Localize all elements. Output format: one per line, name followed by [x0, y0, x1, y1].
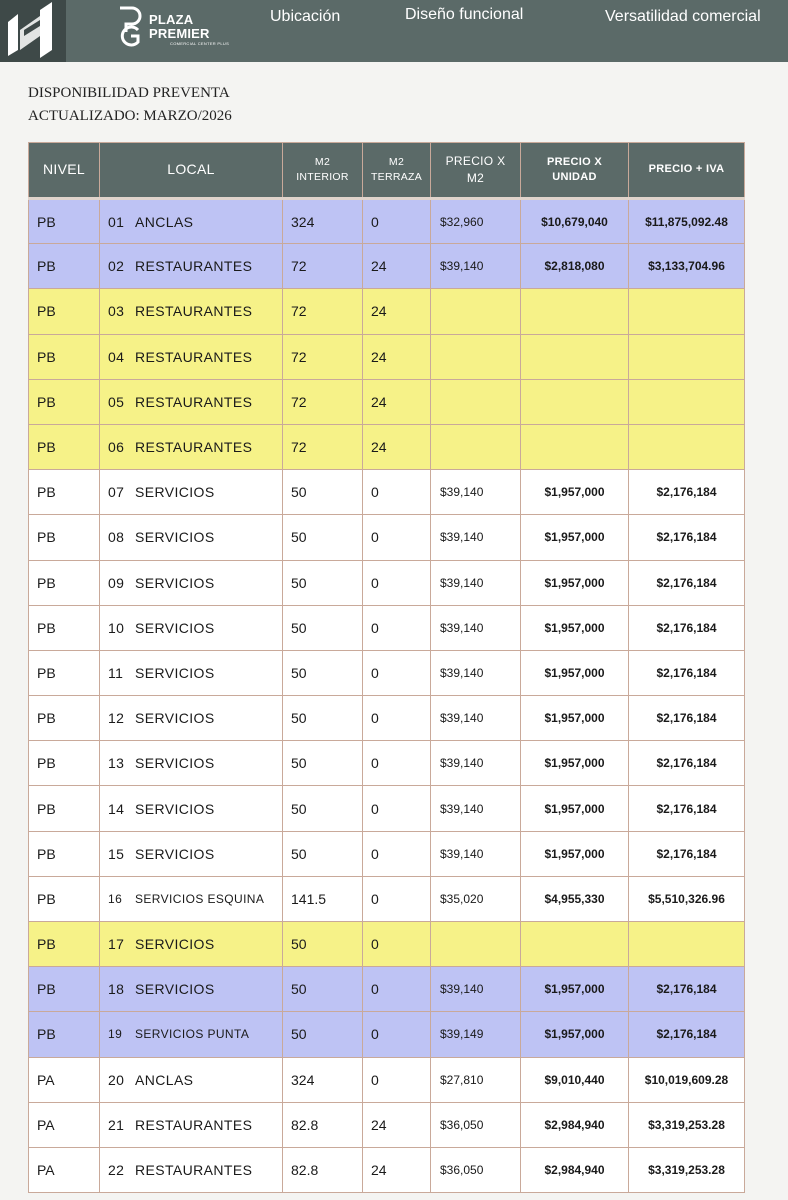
cell-precio-iva: $2,176,184: [629, 741, 745, 786]
nav-diseno-funcional[interactable]: Diseño funcional: [405, 6, 524, 23]
cell-precio-unidad: [521, 334, 629, 379]
table-row[interactable]: [29, 1012, 745, 1057]
table-row[interactable]: [29, 876, 745, 921]
cell-precio-iva: $2,176,184: [629, 1012, 745, 1057]
cell-precio-unidad: $1,957,000: [521, 605, 629, 650]
cell-precio-iva: $3,319,253.28: [629, 1102, 745, 1147]
cell-local: [100, 967, 283, 1012]
cell-precio-m2: $39,140: [431, 831, 521, 876]
cell-m2-interior: 82.8: [283, 1102, 363, 1147]
cell-m2-terraza: 0: [363, 696, 431, 741]
cell-local: [100, 605, 283, 650]
cell-local-name: SERVICIOS: [135, 574, 215, 591]
cell-m2-terraza: 0: [363, 515, 431, 560]
cell-local: [100, 515, 283, 560]
cell-m2-interior: 50: [283, 605, 363, 650]
cell-local-name: SERVICIOS ESQUINA: [135, 891, 265, 906]
cell-precio-m2: $27,810: [431, 1057, 521, 1102]
cell-local-name: RESTAURANTES: [135, 393, 253, 410]
cell-local: [100, 244, 283, 289]
cell-precio-unidad: $1,957,000: [521, 831, 629, 876]
cell-local-name: RESTAURANTES: [135, 258, 253, 275]
cell-local-name: SERVICIOS: [135, 619, 215, 636]
table-row[interactable]: [29, 650, 745, 695]
cell-precio-m2: [431, 289, 521, 334]
cell-precio-iva: $2,176,184: [629, 696, 745, 741]
cell-precio-m2: $39,140: [431, 967, 521, 1012]
cell-precio-iva: $2,176,184: [629, 967, 745, 1012]
cell-m2-terraza: 24: [363, 334, 431, 379]
cell-local-name: RESTAURANTES: [135, 303, 253, 320]
cell-precio-m2: $39,140: [431, 786, 521, 831]
cell-local-number: 11: [108, 664, 124, 681]
cell-m2-interior: 82.8: [283, 1147, 363, 1192]
col-m2-terraza-l2: TERRAZA: [370, 171, 423, 183]
cell-local-name: SERVICIOS: [135, 845, 215, 862]
cell-precio-iva: $5,510,326.96: [629, 876, 745, 921]
cell-precio-iva: $2,176,184: [629, 786, 745, 831]
cell-local: [100, 922, 283, 967]
cell-m2-interior: 50: [283, 470, 363, 515]
cell-precio-m2: $39,140: [431, 650, 521, 695]
cell-precio-iva: [629, 334, 745, 379]
cell-m2-terraza: 0: [363, 786, 431, 831]
cell-nivel: PA: [29, 1102, 100, 1147]
cell-precio-unidad: [521, 379, 629, 424]
cell-m2-terraza: 0: [363, 1057, 431, 1102]
table-row[interactable]: [29, 244, 745, 289]
cell-precio-m2: $36,050: [431, 1147, 521, 1192]
cell-precio-m2: $39,140: [431, 560, 521, 605]
cell-local: [100, 1147, 283, 1192]
cell-precio-unidad: $1,957,000: [521, 1012, 629, 1057]
cell-precio-m2: $39,140: [431, 741, 521, 786]
table-row[interactable]: [29, 1102, 745, 1147]
table-row[interactable]: [29, 199, 745, 244]
cell-local-number: 01: [108, 213, 125, 230]
cell-local-name: RESTAURANTES: [135, 439, 253, 456]
cell-local: [100, 696, 283, 741]
cell-m2-terraza: 24: [363, 289, 431, 334]
cell-local-name: SERVICIOS: [135, 664, 215, 681]
cell-local-number: 08: [108, 529, 125, 546]
cell-m2-terraza: 0: [363, 922, 431, 967]
table-row[interactable]: [29, 786, 745, 831]
table-row[interactable]: [29, 741, 745, 786]
cell-m2-terraza: 0: [363, 741, 431, 786]
cell-precio-iva: $10,019,609.28: [629, 1057, 745, 1102]
cell-precio-m2: $39,149: [431, 1012, 521, 1057]
cell-m2-terraza: 0: [363, 831, 431, 876]
cell-local-number: 15: [108, 845, 125, 862]
cell-local-number: 19: [108, 1027, 123, 1042]
cell-local: [100, 1012, 283, 1057]
cell-precio-iva: [629, 379, 745, 424]
cell-m2-interior: 72: [283, 379, 363, 424]
cell-precio-iva: $2,176,184: [629, 470, 745, 515]
table-row[interactable]: [29, 515, 745, 560]
cell-precio-unidad: $1,957,000: [521, 741, 629, 786]
col-precio-iva: PRECIO + IVA: [629, 143, 745, 199]
cell-m2-terraza: 0: [363, 470, 431, 515]
cell-m2-interior: 72: [283, 244, 363, 289]
cell-m2-interior: 50: [283, 922, 363, 967]
cell-nivel: PB: [29, 424, 100, 469]
cell-nivel: PB: [29, 831, 100, 876]
cell-precio-unidad: $2,818,080: [521, 244, 629, 289]
cell-precio-unidad: $2,984,940: [521, 1147, 629, 1192]
col-m2-terraza: [363, 143, 431, 199]
cell-m2-interior: 50: [283, 967, 363, 1012]
cell-precio-unidad: [521, 424, 629, 469]
cell-local-name: SERVICIOS: [135, 755, 215, 772]
cell-m2-interior: 50: [283, 741, 363, 786]
cell-local-number: 05: [108, 393, 125, 410]
cell-local-number: 16: [108, 891, 123, 906]
col-precio-unidad-l2: UNIDAD: [552, 171, 597, 183]
col-m2-interior-l2: INTERIOR: [296, 171, 349, 183]
cell-local: [100, 334, 283, 379]
cell-local-number: 09: [108, 574, 125, 591]
col-precio-unidad-l1: PRECIO X: [547, 155, 602, 168]
cell-local: [100, 199, 283, 244]
cell-precio-m2: $39,140: [431, 696, 521, 741]
cell-local-number: 10: [108, 619, 125, 636]
cell-precio-iva: [629, 289, 745, 334]
cell-local: [100, 831, 283, 876]
cell-precio-m2: $39,140: [431, 470, 521, 515]
cell-nivel: PB: [29, 967, 100, 1012]
cell-local-name: SERVICIOS: [135, 710, 215, 727]
cell-local-number: 03: [108, 303, 125, 320]
cell-precio-iva: $2,176,184: [629, 650, 745, 695]
cell-precio-iva: $3,133,704.96: [629, 244, 745, 289]
cell-local-name: RESTAURANTES: [135, 1116, 253, 1133]
cell-nivel: PB: [29, 741, 100, 786]
cell-precio-unidad: [521, 289, 629, 334]
cell-nivel: PB: [29, 876, 100, 921]
table-row[interactable]: [29, 831, 745, 876]
cell-local-name: SERVICIOS PUNTA: [135, 1027, 250, 1042]
cell-m2-terraza: 24: [363, 424, 431, 469]
updated-date: ACTUALIZADO: MARZO/2026: [28, 108, 232, 124]
cell-m2-interior: 324: [283, 199, 363, 244]
cell-m2-interior: 72: [283, 289, 363, 334]
cell-local-number: 18: [108, 981, 125, 998]
cell-local-number: 21: [108, 1116, 125, 1133]
cell-nivel: PB: [29, 922, 100, 967]
cell-local-number: 20: [108, 1071, 125, 1088]
cell-precio-unidad: $10,679,040: [521, 199, 629, 244]
brand-logo[interactable]: [112, 4, 232, 48]
cell-nivel: PB: [29, 199, 100, 244]
cell-precio-unidad: $1,957,000: [521, 650, 629, 695]
cell-precio-iva: [629, 424, 745, 469]
cell-m2-interior: 50: [283, 515, 363, 560]
cell-precio-unidad: $1,957,000: [521, 470, 629, 515]
cell-m2-interior: 324: [283, 1057, 363, 1102]
cell-nivel: PB: [29, 244, 100, 289]
table-row[interactable]: [29, 605, 745, 650]
cell-nivel: PB: [29, 334, 100, 379]
cell-precio-iva: $2,176,184: [629, 605, 745, 650]
table-row[interactable]: [29, 334, 745, 379]
cell-local: [100, 786, 283, 831]
cell-local-name: SERVICIOS: [135, 936, 215, 953]
availability-table: [28, 142, 745, 1193]
brand-mark-icon: [112, 4, 146, 50]
col-precio-unidad: [521, 143, 629, 199]
cell-local-name: RESTAURANTES: [135, 348, 253, 365]
cell-nivel: PB: [29, 379, 100, 424]
cell-precio-iva: $11,875,092.48: [629, 199, 745, 244]
cell-m2-terraza: 0: [363, 1012, 431, 1057]
home-logo-icon[interactable]: [0, 0, 66, 62]
cell-m2-terraza: 0: [363, 605, 431, 650]
cell-precio-unidad: $1,957,000: [521, 786, 629, 831]
cell-precio-m2: $39,140: [431, 605, 521, 650]
cell-m2-terraza: 24: [363, 1102, 431, 1147]
cell-precio-unidad: $9,010,440: [521, 1057, 629, 1102]
cell-precio-m2: [431, 424, 521, 469]
cell-local-name: ANCLAS: [135, 213, 194, 230]
cell-local: [100, 1057, 283, 1102]
cell-precio-unidad: $1,957,000: [521, 515, 629, 560]
cell-local-number: 12: [108, 710, 125, 727]
cell-local-name: ANCLAS: [135, 1071, 194, 1088]
cell-local-name: SERVICIOS: [135, 529, 215, 546]
top-nav-bar: [0, 0, 788, 62]
cell-nivel: PA: [29, 1147, 100, 1192]
cell-m2-terraza: 24: [363, 244, 431, 289]
table-row[interactable]: [29, 922, 745, 967]
nav-ubicacion[interactable]: Ubicación: [270, 8, 341, 25]
cell-precio-m2: [431, 922, 521, 967]
table-row[interactable]: [29, 967, 745, 1012]
cell-nivel: PB: [29, 560, 100, 605]
cell-local: [100, 1102, 283, 1147]
cell-local: [100, 379, 283, 424]
cell-precio-unidad: [521, 922, 629, 967]
cell-local-name: RESTAURANTES: [135, 1162, 253, 1179]
cell-local-name: SERVICIOS: [135, 981, 215, 998]
cell-m2-interior: 72: [283, 334, 363, 379]
cell-nivel: PA: [29, 1057, 100, 1102]
cell-nivel: PB: [29, 696, 100, 741]
cell-local-number: 13: [108, 755, 125, 772]
cell-local-number: 22: [108, 1162, 125, 1179]
cell-local-name: SERVICIOS: [135, 800, 215, 817]
cell-precio-unidad: $4,955,330: [521, 876, 629, 921]
cell-precio-iva: $2,176,184: [629, 515, 745, 560]
cell-local-number: 02: [108, 258, 125, 275]
cell-m2-terraza: 24: [363, 1147, 431, 1192]
col-precio-m2: [431, 143, 521, 199]
cell-local-number: 04: [108, 348, 125, 365]
cell-m2-interior: 141.5: [283, 876, 363, 921]
cell-precio-m2: [431, 334, 521, 379]
cell-local: [100, 289, 283, 334]
cell-m2-interior: 50: [283, 696, 363, 741]
cell-nivel: PB: [29, 786, 100, 831]
col-local: LOCAL: [100, 143, 283, 199]
cell-precio-m2: $39,140: [431, 244, 521, 289]
cell-local-name: SERVICIOS: [135, 484, 215, 501]
cell-precio-iva: $3,319,253.28: [629, 1147, 745, 1192]
col-m2-interior-l1: M2: [314, 156, 331, 169]
col-nivel: NIVEL: [29, 143, 100, 199]
brand-line3: COMERCIAL CENTER PLUS: [170, 41, 230, 46]
cell-m2-interior: 50: [283, 560, 363, 605]
page-title: DISPONIBILIDAD PREVENTA: [28, 85, 230, 101]
cell-m2-interior: 50: [283, 831, 363, 876]
table-row[interactable]: [29, 289, 745, 334]
cell-precio-m2: $39,140: [431, 515, 521, 560]
cell-m2-interior: 50: [283, 1012, 363, 1057]
cell-precio-iva: [629, 922, 745, 967]
cell-precio-unidad: $1,957,000: [521, 560, 629, 605]
cell-precio-m2: [431, 379, 521, 424]
col-m2-terraza-l1: M2: [388, 156, 405, 169]
col-precio-m2-l2: M2: [466, 171, 485, 185]
cell-local: [100, 650, 283, 695]
cell-nivel: PB: [29, 289, 100, 334]
cell-precio-m2: $32,960: [431, 199, 521, 244]
cell-nivel: PB: [29, 515, 100, 560]
cell-local: [100, 741, 283, 786]
cell-local-number: 17: [108, 936, 125, 953]
cell-nivel: PB: [29, 470, 100, 515]
cell-local: [100, 876, 283, 921]
cell-local-number: 14: [108, 800, 125, 817]
brand-line1: PLAZA: [149, 12, 194, 27]
cell-precio-unidad: $2,984,940: [521, 1102, 629, 1147]
cell-local-number: 07: [108, 484, 125, 501]
cell-nivel: PB: [29, 1012, 100, 1057]
cell-precio-iva: $2,176,184: [629, 831, 745, 876]
cell-precio-m2: $36,050: [431, 1102, 521, 1147]
table-row[interactable]: [29, 1147, 745, 1192]
table-row[interactable]: [29, 696, 745, 741]
table-header-row: [29, 143, 745, 199]
table-row[interactable]: [29, 1057, 745, 1102]
nav-versatilidad-comercial[interactable]: Versatilidad comercial: [605, 8, 761, 25]
cell-local-number: 06: [108, 439, 125, 456]
cell-m2-terraza: 24: [363, 379, 431, 424]
cell-precio-unidad: $1,957,000: [521, 696, 629, 741]
cell-precio-m2: $35,020: [431, 876, 521, 921]
cell-precio-unidad: $1,957,000: [521, 967, 629, 1012]
cell-m2-terraza: 0: [363, 650, 431, 695]
cell-local: [100, 470, 283, 515]
cell-m2-interior: 50: [283, 650, 363, 695]
col-precio-m2-l1: PRECIO X: [445, 154, 506, 169]
cell-m2-interior: 50: [283, 786, 363, 831]
table-row[interactable]: [29, 379, 745, 424]
table-row[interactable]: [29, 560, 745, 605]
cell-m2-terraza: 0: [363, 560, 431, 605]
cell-m2-terraza: 0: [363, 967, 431, 1012]
table-row[interactable]: [29, 424, 745, 469]
cell-nivel: PB: [29, 650, 100, 695]
cell-m2-terraza: 0: [363, 876, 431, 921]
cell-m2-interior: 72: [283, 424, 363, 469]
cell-m2-terraza: 0: [363, 199, 431, 244]
brand-line2: PREMIER: [149, 26, 210, 41]
cell-local: [100, 424, 283, 469]
cell-nivel: PB: [29, 605, 100, 650]
cell-precio-iva: $2,176,184: [629, 560, 745, 605]
table-row[interactable]: [29, 470, 745, 515]
cell-local: [100, 560, 283, 605]
col-m2-interior: [283, 143, 363, 199]
